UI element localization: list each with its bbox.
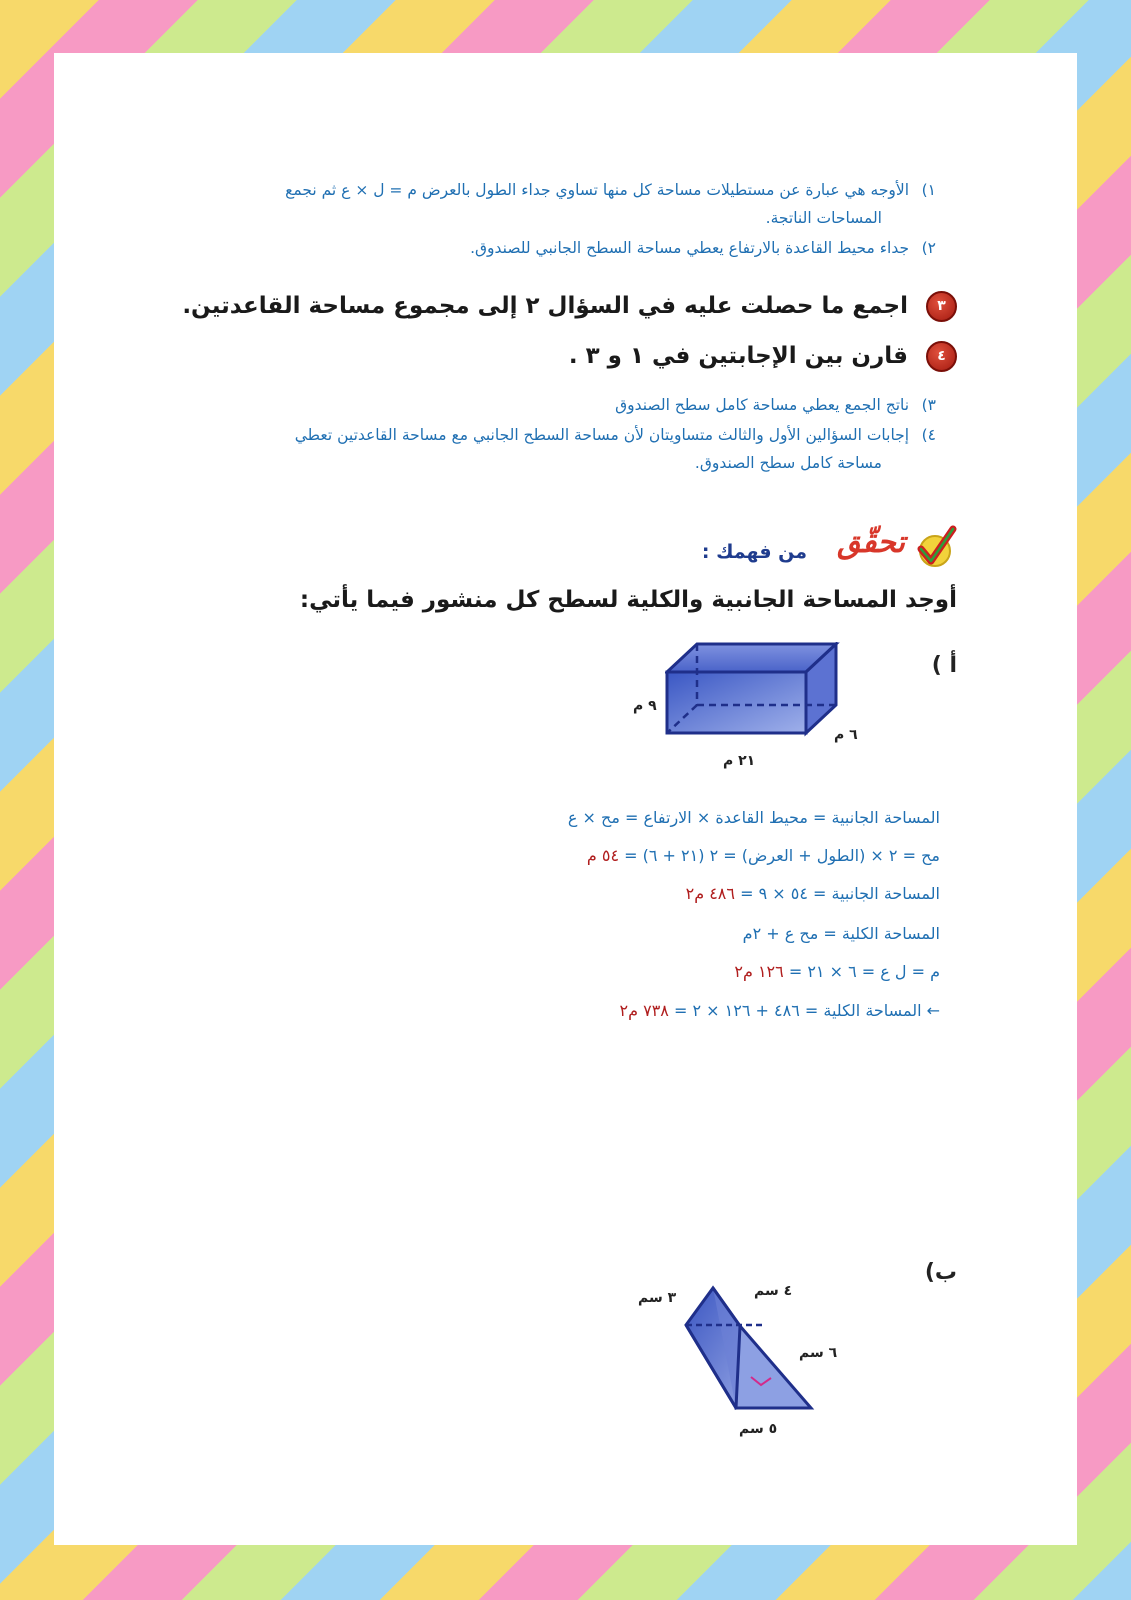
calc-line-5	[734, 962, 940, 981]
calc-line-1-text: المساحة الجانبية = محيط القاعدة × الارتفاع = مح × ع	[567, 808, 940, 827]
calc-line-1	[568, 808, 940, 827]
answer-3: ٣) ناتج الجمع يعطي مساحة كامل سطح الصندوق	[615, 396, 936, 414]
calc-line-2	[587, 846, 940, 865]
calc-line-4-text: المساحة الكلية = مح ع + ٢م	[742, 924, 940, 943]
answer-4-line2: مساحة كامل سطح الصندوق.	[694, 454, 882, 472]
answer-1-line2: المساحات الناتجة.	[765, 209, 882, 227]
calc-line-3	[686, 884, 940, 903]
part-b-label: ب)	[924, 1260, 957, 1285]
rectangular-prism-figure	[665, 642, 840, 742]
answer-2: ٢) جداء محيط القاعدة بالارتفاع يعطي مساحة السطح الجانبي للصندوق.	[470, 239, 936, 257]
answer-4: ٤) إجابات السؤالين الأول والثالث متساويتان لأن مساحة السطح الجانبي مع مساحة القاعدتين تعطي	[294, 426, 936, 444]
dimension-height-label: ٩ م	[633, 698, 657, 714]
edge-label-6cm: ٦ سم	[799, 1345, 838, 1361]
dimension-length-label: ٢١ م	[723, 753, 756, 769]
calc-line-6-text: ← المساحة الكلية = ٤٨٦ + ١٢٦ × ٢ =	[673, 1001, 940, 1020]
calc-line-5-result: ١٢٦ م٢	[734, 962, 784, 981]
check-understanding-header	[677, 523, 957, 573]
question-3-text: اجمع ما حصلت عليه في السؤال ٢ إلى مجموع مساحة القاعدتين.	[182, 293, 908, 319]
answer-1-line1: الأوجه هي عبارة عن مستطيلات مساحة كل منها تساوي جداء الطول بالعرض م = ل × ع ثم نجمع	[285, 181, 910, 199]
calc-line-6-result: ٧٣٨ م٢	[619, 1001, 669, 1020]
calc-line-4	[743, 924, 940, 943]
question-number-badge: ٤	[926, 341, 957, 372]
dimension-width-label: ٦ م	[834, 727, 858, 743]
calc-line-6	[620, 1001, 940, 1020]
question-4-text: قارن بين الإجابتين في ١ و ٣ .	[568, 343, 908, 369]
calc-line-2-text: مح = ٢ × (الطول + العرض) = ٢ (٢١ + ٦) =	[624, 846, 940, 865]
answer-4-line1: إجابات السؤالين الأول والثالث متساويتان لأن مساحة السطح الجانبي مع مساحة القاعدتين تعطي	[294, 426, 910, 444]
checkmark-icon	[913, 523, 957, 573]
instruction: أوجد المساحة الجانبية والكلية لسطح كل منشور فيما يأتي:	[299, 587, 957, 613]
check-subtitle: من فهمك :	[701, 541, 807, 563]
calc-line-3-text: المساحة الجانبية = ٥٤ × ٩ =	[740, 884, 940, 903]
calc-line-2-result: ٥٤ م	[586, 846, 620, 865]
page	[54, 53, 1077, 1545]
calc-line-3-result: ٤٨٦ م٢	[685, 884, 735, 903]
edge-label-3cm: ٣ سم	[638, 1290, 677, 1306]
answer-3-line1: ناتج الجمع يعطي مساحة كامل سطح الصندوق	[615, 396, 910, 414]
edge-label-5cm: ٥ سم	[739, 1421, 778, 1437]
question-number-badge: ٣	[926, 291, 957, 322]
question-3	[182, 291, 957, 322]
check-title: تحقّق	[837, 525, 905, 560]
answer-1: ١) الأوجه هي عبارة عن مستطيلات مساحة كل منها تساوي جداء الطول بالعرض م = ل × ع ثم نجمع	[285, 181, 936, 199]
answer-2-line1: جداء محيط القاعدة بالارتفاع يعطي مساحة السطح الجانبي للصندوق.	[470, 239, 910, 257]
edge-label-4cm: ٤ سم	[754, 1283, 793, 1299]
calc-line-5-text: م = ل ع = ٦ × ٢١ =	[788, 962, 940, 981]
question-4	[569, 341, 957, 372]
part-a-label: أ )	[931, 653, 957, 678]
